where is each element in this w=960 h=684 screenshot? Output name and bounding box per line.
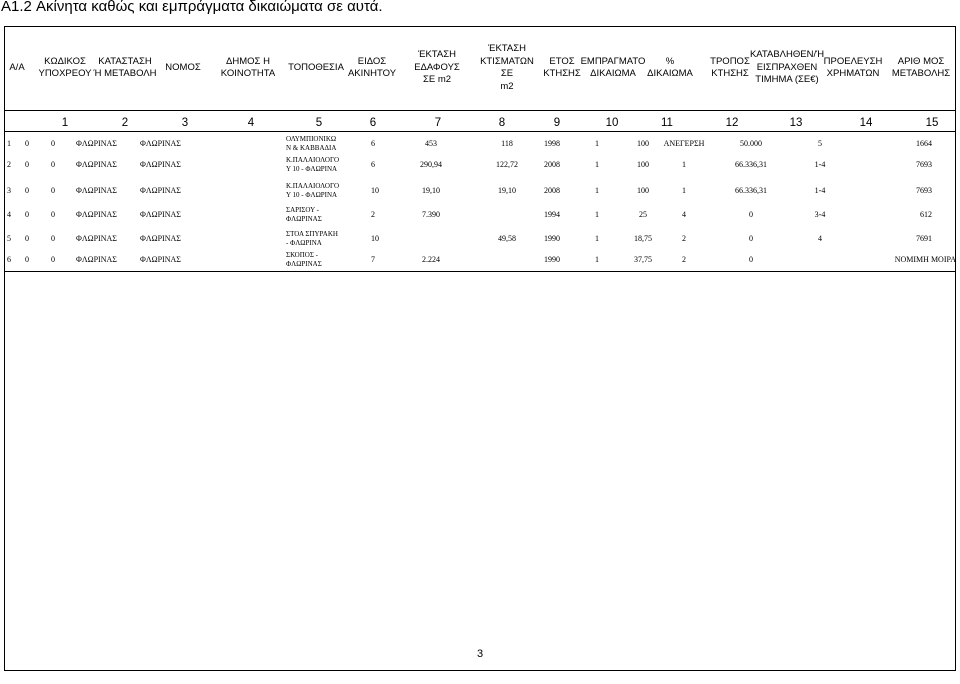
column-header xyxy=(750,29,824,107)
column-header xyxy=(887,29,955,107)
column-header xyxy=(348,29,396,107)
column-header-line: ΠΡΟΕΛΕΥΣΗ xyxy=(823,55,883,67)
cell-location: ΣΤΟΑ ΣΠΥΡΑΚΗ xyxy=(286,230,338,238)
column-header-line: ΜΕΤΑΒΟΛΗΣ xyxy=(891,68,951,79)
cell-status: 0 xyxy=(51,139,55,148)
cell-location: Υ 10 - ΦΛΩΡΙΝΑ xyxy=(286,165,338,173)
column-header-line: m2 xyxy=(500,80,514,92)
column-number: 11 xyxy=(661,117,673,129)
cell-percent: 100 xyxy=(637,160,649,169)
column-header-line: ΣΕ m2 xyxy=(422,74,452,86)
cell-nomos: ΦΛΩΡΙΝΑΣ xyxy=(76,186,117,195)
column-header-line: ΚΤΗΣΗΣ xyxy=(711,68,749,79)
column-header-line: % xyxy=(665,55,675,67)
column-header-line: ΔΗΜΟΣ Η xyxy=(226,55,270,67)
column-header-line: ΈΚΤΑΣΗ xyxy=(488,43,526,54)
cell-location: - ΦΛΩΡΙΝΑ xyxy=(286,239,322,247)
cell-right: 1 xyxy=(595,186,599,195)
cell-status: 0 xyxy=(51,160,55,169)
cell-building-area: 122,72 xyxy=(496,160,518,169)
cell-location: Κ.ΠΑΛΑΙΟΛΟΓΟ xyxy=(286,156,340,164)
cell-right: 1 xyxy=(595,210,599,219)
cell-location: ΣΚΟΠΟΣ - xyxy=(286,251,318,259)
cell-aa: 1 xyxy=(7,139,11,148)
cell-dimos: ΦΛΩΡΙΝΑΣ xyxy=(140,234,181,243)
column-header-line: Ή ΜΕΤΑΒΟΛΗ xyxy=(93,68,157,79)
column-header-line: ΚΤΙΣΜΑΤΩΝ xyxy=(480,55,534,67)
column-number: 5 xyxy=(315,117,323,129)
cell-percent: 25 xyxy=(639,210,647,219)
cell-right: 1 xyxy=(595,255,599,264)
column-header-line: ΝΟΜΟΣ xyxy=(165,61,201,73)
cell-origin: 4 xyxy=(818,234,822,243)
cell-dimos: ΦΛΩΡΙΝΑΣ xyxy=(140,160,181,169)
column-header-line: ΤΙΜΗΜΑ (ΣΕ€) xyxy=(755,74,819,86)
cell-dimos: ΦΛΩΡΙΝΑΣ xyxy=(140,210,181,219)
column-header-line: ΥΠΟΧΡΕΟΥ xyxy=(38,68,92,79)
cell-building-area: 49,58 xyxy=(498,234,516,243)
cell-percent: 37,75 xyxy=(634,255,652,264)
cell-acquisition: 1 xyxy=(682,160,686,169)
column-header xyxy=(705,29,755,107)
cell-origin: 3-4 xyxy=(814,210,826,219)
column-header-line: ΕΔΑΦΟΥΣ xyxy=(414,61,460,73)
cell-nomos: ΦΛΩΡΙΝΑΣ xyxy=(76,160,117,169)
column-header xyxy=(285,29,347,107)
column-number: 9 xyxy=(553,117,561,129)
cell-type: 10 xyxy=(371,234,379,243)
column-header-line: ΕΙΔΟΣ xyxy=(357,55,387,67)
cell-type: 7 xyxy=(371,255,375,264)
cell-change-no: 7691 xyxy=(916,234,932,243)
cell-change-no: 612 xyxy=(920,210,932,219)
column-header-line: ΔΙΚΑΙΩΜΑ xyxy=(590,68,636,79)
cell-percent: 18,75 xyxy=(634,234,652,243)
cell-acquisition: 1 xyxy=(682,186,686,195)
column-number: 13 xyxy=(789,117,803,129)
column-number: 10 xyxy=(605,117,619,129)
column-header xyxy=(160,29,206,107)
column-header-line: Α/Α xyxy=(9,61,25,73)
cell-code: 0 xyxy=(25,234,29,243)
column-header-line: ΚΤΗΣΗΣ xyxy=(543,68,581,79)
cell-origin: 1-4 xyxy=(814,186,826,195)
cell-location: Ν & ΚΑΒΒΑΔΙΑ xyxy=(286,144,337,152)
column-header-line: ΑΚΙΝΗΤΟΥ xyxy=(347,68,397,79)
cell-aa: 3 xyxy=(7,186,11,195)
column-number: 4 xyxy=(247,117,255,129)
cell-percent: 100 xyxy=(637,186,649,195)
cell-price: 0 xyxy=(749,255,753,264)
cell-percent: 100 xyxy=(637,139,649,148)
cell-location: ΦΛΩΡΙΝΑΣ xyxy=(286,215,322,223)
cell-acquisition: 2 xyxy=(682,234,686,243)
body-bottom-divider xyxy=(5,271,955,272)
column-header-line: ΚΟΙΝΟΤΗΤΑ xyxy=(220,68,276,79)
cell-land-area: 453 xyxy=(425,139,437,148)
column-header xyxy=(90,29,160,107)
column-number: 12 xyxy=(725,117,739,129)
column-number: 6 xyxy=(369,117,377,129)
cell-aa: 4 xyxy=(7,210,11,219)
cell-code: 0 xyxy=(25,210,29,219)
cell-code: 0 xyxy=(25,160,29,169)
cell-dimos: ΦΛΩΡΙΝΑΣ xyxy=(140,186,181,195)
cell-price: 0 xyxy=(749,234,753,243)
cell-price: 0 xyxy=(749,210,753,219)
cell-origin: 1-4 xyxy=(814,160,826,169)
column-header xyxy=(7,29,27,107)
column-number: 14 xyxy=(859,117,873,129)
cell-year: 2008 xyxy=(544,186,560,195)
column-number: 2 xyxy=(121,117,129,129)
column-number: 3 xyxy=(181,117,189,129)
cell-status: 0 xyxy=(51,234,55,243)
cell-change-no: ΝΟΜΙΜΗ ΜΟΙΡΑ xyxy=(894,255,956,264)
column-header-line: ΚΑΤΑΣΤΑΣΗ xyxy=(98,55,152,67)
cell-land-area: 19,10 xyxy=(422,186,440,195)
cell-type: 6 xyxy=(371,160,375,169)
cell-nomos: ΦΛΩΡΙΝΑΣ xyxy=(76,210,117,219)
column-header-line: ΤΡΟΠΟΣ xyxy=(710,55,750,67)
cell-aa: 2 xyxy=(7,160,11,169)
cell-year: 1994 xyxy=(544,210,560,219)
cell-land-area: 290,94 xyxy=(420,160,442,169)
cell-year: 1990 xyxy=(544,255,560,264)
cell-origin: 5 xyxy=(818,139,822,148)
column-header xyxy=(469,29,545,107)
cell-location: Κ.ΠΑΛΑΙΟΛΟΓΟ xyxy=(286,182,340,190)
cell-change-no: 1664 xyxy=(916,139,932,148)
cell-location: ΦΛΩΡΙΝΑΣ xyxy=(286,260,322,268)
cell-change-no: 7693 xyxy=(916,160,932,169)
page-number: 3 xyxy=(476,648,484,660)
cell-acquisition: 4 xyxy=(682,210,686,219)
column-header xyxy=(582,29,644,107)
cell-land-area: 2.224 xyxy=(422,255,440,264)
column-number: 8 xyxy=(498,117,506,129)
cell-aa: 5 xyxy=(7,234,11,243)
cell-dimos: ΦΛΩΡΙΝΑΣ xyxy=(140,139,181,148)
column-number: 7 xyxy=(434,117,442,129)
cell-year: 1998 xyxy=(544,139,560,148)
cell-code: 0 xyxy=(25,186,29,195)
cell-aa: 6 xyxy=(7,255,11,264)
cell-change-no: 7693 xyxy=(916,186,932,195)
cell-land-area: 7.390 xyxy=(422,210,440,219)
column-header xyxy=(540,29,584,107)
column-header-line: ΤΟΠΟΘΕΣΙΑ xyxy=(288,61,344,73)
column-header xyxy=(648,29,692,107)
cell-code: 0 xyxy=(25,255,29,264)
column-header-line: ΕΤΟΣ xyxy=(549,55,575,67)
cell-status: 0 xyxy=(51,255,55,264)
cell-nomos: ΦΛΩΡΙΝΑΣ xyxy=(76,234,117,243)
cell-right: 1 xyxy=(595,160,599,169)
column-header-line: ΈΚΤΑΣΗ xyxy=(418,49,456,61)
cell-location: Υ 10 - ΦΛΩΡΙΝΑ xyxy=(286,191,338,199)
column-header-line: ΧΡΗΜΑΤΩΝ xyxy=(826,68,880,79)
cell-dimos: ΦΛΩΡΙΝΑΣ xyxy=(140,255,181,264)
cell-price: 50.000 xyxy=(740,139,762,148)
column-header-line: ΚΑΤΑΒΛΗΘΕΝ/Ή xyxy=(749,49,825,61)
cell-year: 2008 xyxy=(544,160,560,169)
column-header xyxy=(404,29,470,107)
column-header xyxy=(34,29,96,107)
cell-type: 2 xyxy=(371,210,375,219)
header-divider xyxy=(5,110,955,111)
column-header xyxy=(211,29,285,107)
column-header-line: ΔΙΚΑΙΩΜΑ xyxy=(647,68,693,79)
cell-code: 0 xyxy=(25,139,29,148)
cell-acquisition: ΑΝΕΓΕΡΣΗ xyxy=(663,139,705,148)
cell-right: 1 xyxy=(595,234,599,243)
cell-acquisition: 2 xyxy=(682,255,686,264)
cell-year: 1990 xyxy=(544,234,560,243)
column-header-line: ΕΙΣΠΡΑΧΘΕΝ xyxy=(756,61,818,73)
column-header-line: ΚΩΔΙΚΟΣ xyxy=(44,55,86,67)
cell-location: ΣΑΡΙΣΟΥ - xyxy=(286,206,320,214)
cell-price: 66.336,31 xyxy=(735,186,767,195)
cell-type: 6 xyxy=(371,139,375,148)
cell-price: 66.336,31 xyxy=(735,160,767,169)
column-header xyxy=(820,29,886,107)
page-heading: A1.2 Ακίνητα καθώς και εμπράγματα δικαιώματα σε αυτά. xyxy=(1,0,383,15)
column-number: 1 xyxy=(61,117,69,129)
cell-status: 0 xyxy=(51,186,55,195)
cell-building-area: 19,10 xyxy=(498,186,516,195)
cell-location: ΟΛΥΜΠΙΟΝΙΚΩ xyxy=(286,135,337,143)
cell-type: 10 xyxy=(371,186,379,195)
column-header-line: ΣΕ xyxy=(500,68,514,79)
cell-nomos: ΦΛΩΡΙΝΑΣ xyxy=(76,139,117,148)
column-number: 15 xyxy=(925,117,939,129)
column-header-line: ΑΡΙΘ ΜΟΣ xyxy=(897,55,945,67)
column-header-line: ΕΜΠΡΑΓΜΑΤΟ xyxy=(580,55,646,67)
cell-right: 1 xyxy=(595,139,599,148)
number-row-divider xyxy=(5,131,955,132)
cell-building-area: 118 xyxy=(501,139,513,148)
cell-status: 0 xyxy=(51,210,55,219)
assets-table xyxy=(4,26,956,671)
cell-nomos: ΦΛΩΡΙΝΑΣ xyxy=(76,255,117,264)
